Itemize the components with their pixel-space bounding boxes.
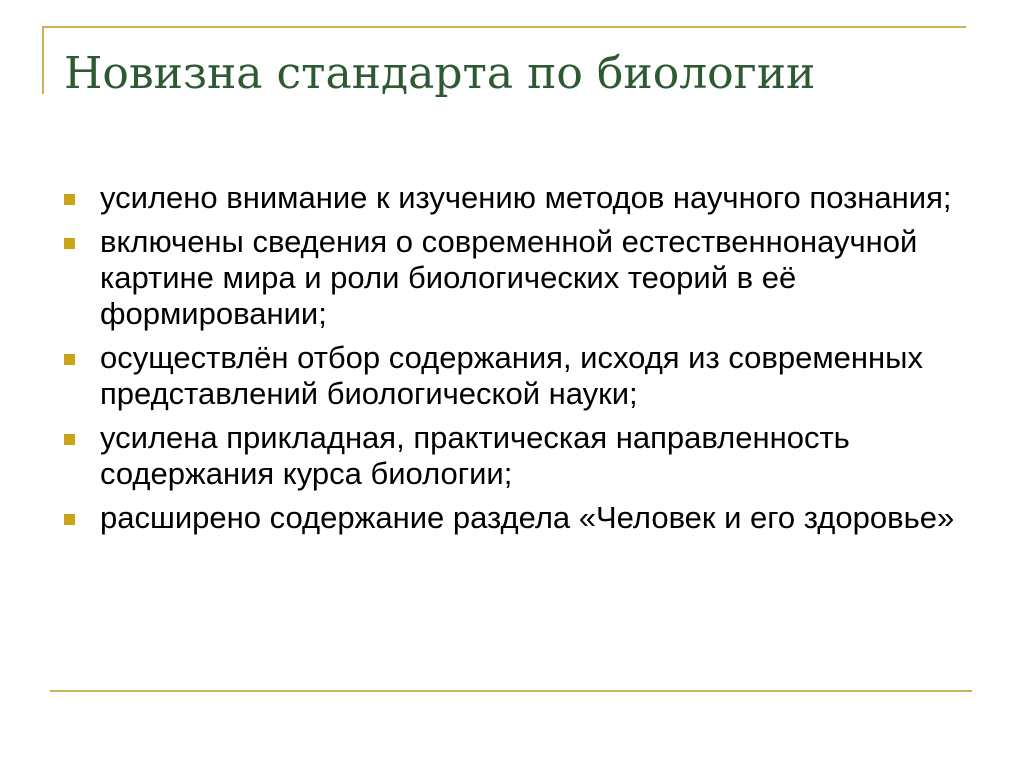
- square-bullet-icon: [64, 194, 75, 205]
- bullet-text: усилена прикладная, практическая направленность содержания курса биологии;: [100, 420, 850, 491]
- top-divider: [42, 26, 966, 28]
- bottom-divider: [50, 690, 972, 692]
- bullet-item: [60, 500, 960, 536]
- bullet-text: расширено содержание раздела «Человек и его здоровье»: [100, 500, 955, 535]
- square-bullet-icon: [64, 434, 75, 445]
- bullet-item: [60, 224, 960, 332]
- square-bullet-icon: [64, 354, 75, 365]
- bullet-text: усилено внимание к изучению методов научного познания;: [100, 180, 952, 215]
- left-divider: [42, 26, 44, 94]
- bullet-item: [60, 180, 960, 216]
- bullet-item: [60, 340, 960, 412]
- slide-title: Новизна стандарта по биологии: [64, 48, 816, 99]
- square-bullet-icon: [64, 514, 75, 525]
- bullet-text: осуществлён отбор содержания, исходя из современных представлений биологической науки;: [100, 340, 923, 411]
- bullet-item: [60, 420, 960, 492]
- square-bullet-icon: [64, 238, 75, 249]
- bullet-list: [60, 180, 960, 544]
- bullet-text: включены сведения о современной естественнонаучной картине мира и роли биологических теорий в её формировании;: [100, 224, 918, 331]
